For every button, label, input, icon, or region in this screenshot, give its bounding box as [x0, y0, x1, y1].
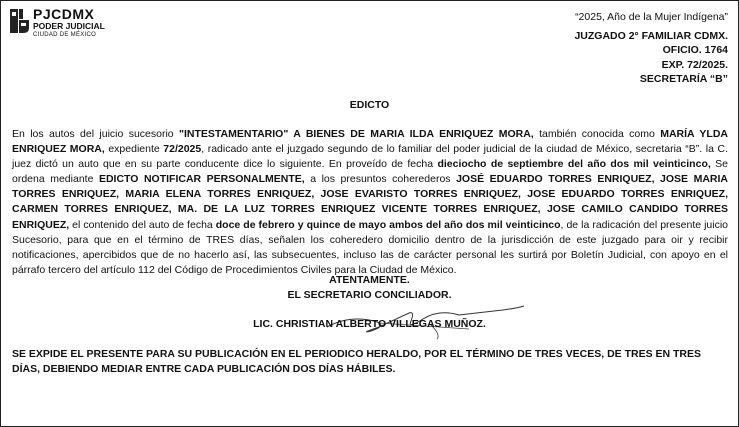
body-text: a los presuntos coherederos	[304, 173, 457, 186]
body-bold-text: JOSÉ EDUARDO TORRES ENRIQUEZ, JOSE MARIA TORRES ENRIQUEZ, MARIA ELENA TORRES ENRIQUEZ, JOSE EVARISTO TORRES ENRIQUEZ, JOSE EDUARDO TORRES ENRIQUEZ, CARMEN TORRES ENRIQUEZ, MA. DE LA LUZ TORRES ENRIQUEZ VICENTE TORRES ENRIQUEZ, JOSE CAMILO CANDIDO TORRES ENRIQUEZ,	[12, 173, 728, 231]
logo-line-2: CIUDAD DE MÉXICO	[33, 32, 97, 38]
judicial-emblem-icon	[9, 8, 31, 34]
publication-notice: SE EXPIDE EL PRESENTE PARA SU PUBLICACIÓN EN EL PERIODICO HERALDO, POR EL TÉRMINO DE TRES VECES, DE TRES EN TRES DÍAS, DEBIENDO MEDIAR ENTRE CADA PUBLICACIÓN DOS DÍAS HÁBILES.	[12, 348, 702, 375]
logo-brand: PJCDMX	[33, 6, 95, 22]
document-title: EDICTO	[349, 99, 390, 111]
logo-line-1: PODER JUDICIAL	[33, 21, 105, 31]
secretary-label: SECRETARÍA “B”	[639, 72, 728, 85]
case-header	[574, 29, 728, 86]
body-text: Se ordena mediante	[12, 158, 728, 186]
court-name: JUZGADO 2° FAMILIAR CDMX.	[574, 30, 728, 42]
body-text: En los autos del juicio sucesorio	[12, 128, 179, 140]
pjcdmx-logo	[9, 7, 129, 41]
signer-name: LIC. CHRISTIAN ALBERTO VILLEGAS MUÑOZ.	[253, 318, 486, 330]
signature-closing: ATENTAMENTE.	[329, 274, 410, 286]
signature-role: EL SECRETARIO CONCILIADOR.	[287, 289, 452, 301]
year-motto: “2025, Año de la Mujer Indígena”	[575, 11, 728, 23]
body-bold-text: doce de febrero y quince de mayo ambos del año dos mil veinticinco	[215, 218, 561, 231]
body-text: , radicado ante el juzgado segundo de lo familiar del poder judicial de la ciudad de México, secretaria “B”. la C. juez dictó un auto que en su parte conducente dice lo siguiente. En proveído de fecha	[12, 143, 728, 171]
body-bold-text: "INTESTAMENTARIO" A BIENES DE MARIA ILDA ENRIQUEZ MORA,	[179, 128, 534, 140]
body-text: expediente	[104, 143, 164, 156]
file-number: EXP. 72/2025.	[661, 58, 728, 71]
body-bold-text: EDICTO NOTIFICAR PERSONALMENTE,	[98, 173, 305, 186]
body-text: también conocida como	[533, 128, 661, 140]
body-bold-text: MARÍA YLDA ENRIQUEZ MORA,	[12, 128, 728, 156]
body-text: , de la radicación del presente juicio Sucesorio, para que en el término de TRES días, señalen los coheredero domicilio dentro de la jurisdicción de este juzgado para oir y recibir notificaciones, apercibidos que de no hacerlo así, las subsecuentes, incluso las de carácter personal les surtirá por Boletín Judicial, con apoyo en el párrafo tercero del artículo 112 del Código de Procedimientos Civiles para la Ciudad de México.	[12, 218, 729, 276]
office-number: OFICIO. 1764	[662, 44, 728, 57]
body-text: el contenido del auto de fecha	[69, 218, 216, 231]
edict-body	[12, 127, 728, 278]
body-bold-text: 72/2025	[163, 143, 202, 156]
body-bold-text: dieciocho de septiembre del año dos mil veinticinco,	[437, 158, 711, 171]
